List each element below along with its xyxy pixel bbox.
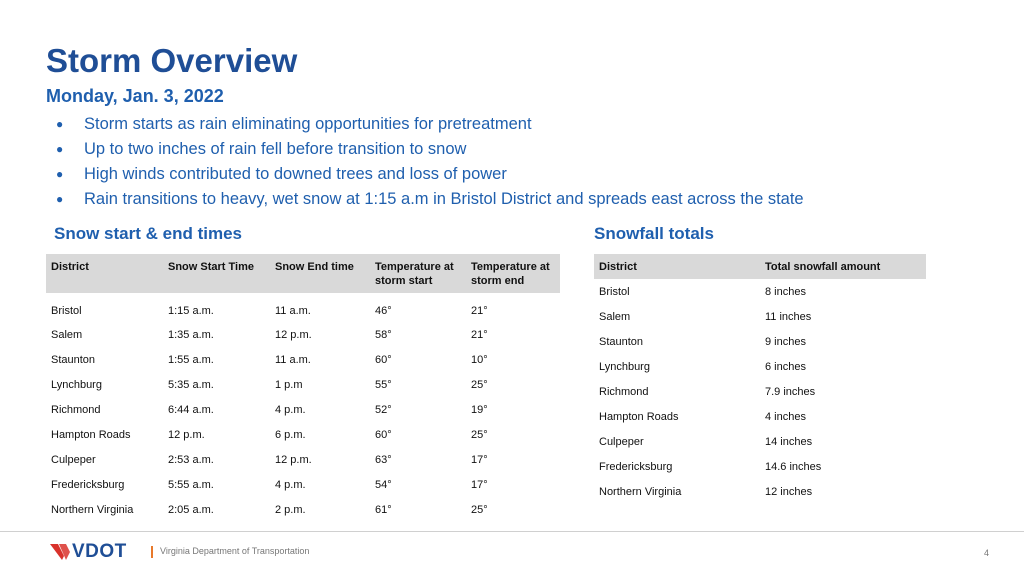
footer-divider <box>0 531 1024 532</box>
table-cell: 2 p.m. <box>275 503 306 516</box>
column-header: District <box>594 254 760 279</box>
bullet-item <box>56 112 804 137</box>
table-cell: 60° <box>375 353 392 366</box>
table-cell: Staunton <box>51 353 96 366</box>
column-header: Temperature at storm end <box>466 254 560 293</box>
table-cell: 9 inches <box>765 335 806 348</box>
table-cell: 12 p.m. <box>275 328 312 341</box>
table-cell: 12 p.m. <box>275 453 312 466</box>
footer-organization: Virginia Department of Transportation <box>160 546 310 556</box>
table-cell: Hampton Roads <box>599 410 679 423</box>
snow-times-table <box>46 254 560 522</box>
table-cell: 61° <box>375 503 392 516</box>
table-cell: 21° <box>471 304 488 317</box>
table-cell: 1:35 a.m. <box>168 328 214 341</box>
table-row <box>594 354 926 379</box>
table-cell: 7.9 inches <box>765 385 816 398</box>
slide-subtitle: Monday, Jan. 3, 2022 <box>46 86 224 106</box>
bullet-text: Storm starts as rain eliminating opportunities for pretreatment <box>84 115 532 133</box>
table-cell: 14.6 inches <box>765 460 822 473</box>
table-cell: 25° <box>471 503 488 516</box>
column-header: Temperature at storm start <box>370 254 466 293</box>
table-cell: Lynchburg <box>51 378 102 391</box>
bullet-text: Rain transitions to heavy, wet snow at 1:15 a.m in Bristol District and spreads east across the state <box>84 190 804 208</box>
slide-title: Storm Overview <box>46 42 298 79</box>
bullet-icon: ● <box>56 142 64 156</box>
table-cell: Salem <box>51 328 83 341</box>
table-cell: Northern Virginia <box>51 503 134 516</box>
table-cell: 21° <box>471 328 488 341</box>
table-cell: 17° <box>471 453 488 466</box>
table-cell: 4 p.m. <box>275 403 306 416</box>
table-cell: Fredericksburg <box>599 460 673 473</box>
table-cell: 17° <box>471 478 488 491</box>
table-cell: Fredericksburg <box>51 478 125 491</box>
table-cell: 60° <box>375 428 392 441</box>
table-cell: 2:05 a.m. <box>168 503 214 516</box>
snowfall-table <box>594 254 926 504</box>
snow-times-title: Snow start & end times <box>54 224 242 243</box>
table-cell: Richmond <box>51 403 101 416</box>
table-header-row <box>594 254 926 279</box>
bullet-item <box>56 137 804 162</box>
bullet-list <box>56 112 804 212</box>
table-row <box>46 372 560 397</box>
table-row <box>594 279 926 304</box>
table-cell: Culpeper <box>599 435 644 448</box>
table-row <box>594 304 926 329</box>
table-cell: 8 inches <box>765 285 806 298</box>
table-cell: 2:53 a.m. <box>168 453 214 466</box>
column-header: Snow Start Time <box>163 254 270 293</box>
table-cell: 5:55 a.m. <box>168 478 214 491</box>
table-row <box>594 404 926 429</box>
table-row <box>46 347 560 372</box>
table-cell: 5:35 a.m. <box>168 378 214 391</box>
table-cell: 19° <box>471 403 488 416</box>
table-cell: 14 inches <box>765 435 813 448</box>
table-cell: Bristol <box>51 304 82 317</box>
snowfall-title: Snowfall totals <box>594 224 714 243</box>
table-cell: Hampton Roads <box>51 428 131 441</box>
table-row <box>46 472 560 497</box>
table-row <box>46 447 560 472</box>
table-cell: Lynchburg <box>599 360 650 373</box>
table-cell: Staunton <box>599 335 644 348</box>
table-cell: 54° <box>375 478 392 491</box>
table-row <box>594 479 926 504</box>
table-cell: 11 inches <box>765 310 812 323</box>
bullet-item <box>56 162 804 187</box>
table-cell: 4 inches <box>765 410 806 423</box>
table-cell: 11 a.m. <box>275 353 311 366</box>
table-header-row <box>46 254 560 293</box>
table-row <box>46 293 560 322</box>
bullet-icon: ● <box>56 117 64 131</box>
page-number: 4 <box>984 548 990 558</box>
table-row <box>594 454 926 479</box>
table-row <box>46 497 560 522</box>
table-cell: 11 a.m. <box>275 304 311 317</box>
table-cell: Bristol <box>599 285 630 298</box>
table-cell: 1:15 a.m. <box>168 304 214 317</box>
column-header: District <box>46 254 163 293</box>
table-cell: 10° <box>471 353 488 366</box>
table-cell: 1:55 a.m. <box>168 353 214 366</box>
table-cell: 4 p.m. <box>275 478 306 491</box>
table-cell: Culpeper <box>51 453 96 466</box>
table-cell: 6 p.m. <box>275 428 306 441</box>
table-cell: 52° <box>375 403 392 416</box>
table-cell: Northern Virginia <box>599 485 682 498</box>
logo-text: VDOT <box>72 541 127 562</box>
bullet-item <box>56 187 804 212</box>
table-cell: 46° <box>375 304 392 317</box>
column-header: Total snowfall amount <box>760 254 926 279</box>
footer-separator <box>151 546 153 558</box>
table-row <box>594 379 926 404</box>
table-cell: Salem <box>599 310 631 323</box>
bullet-icon: ● <box>56 192 64 206</box>
table-row <box>594 329 926 354</box>
table-cell: 6:44 a.m. <box>168 403 214 416</box>
table-cell: 12 p.m. <box>168 428 205 441</box>
table-cell: Richmond <box>599 385 649 398</box>
table-cell: 12 inches <box>765 485 813 498</box>
table-cell: 25° <box>471 378 488 391</box>
table-row <box>46 397 560 422</box>
table-cell: 1 p.m <box>275 378 303 391</box>
table-cell: 58° <box>375 328 392 341</box>
column-header: Snow End time <box>270 254 370 293</box>
bullet-icon: ● <box>56 167 64 181</box>
bullet-text: Up to two inches of rain fell before transition to snow <box>84 140 467 158</box>
bullet-text: High winds contributed to downed trees and loss of power <box>84 165 507 183</box>
table-cell: 63° <box>375 453 392 466</box>
table-cell: 6 inches <box>765 360 806 373</box>
table-cell: 55° <box>375 378 392 391</box>
table-row <box>46 322 560 347</box>
table-cell: 25° <box>471 428 488 441</box>
table-row <box>594 429 926 454</box>
table-row <box>46 422 560 447</box>
